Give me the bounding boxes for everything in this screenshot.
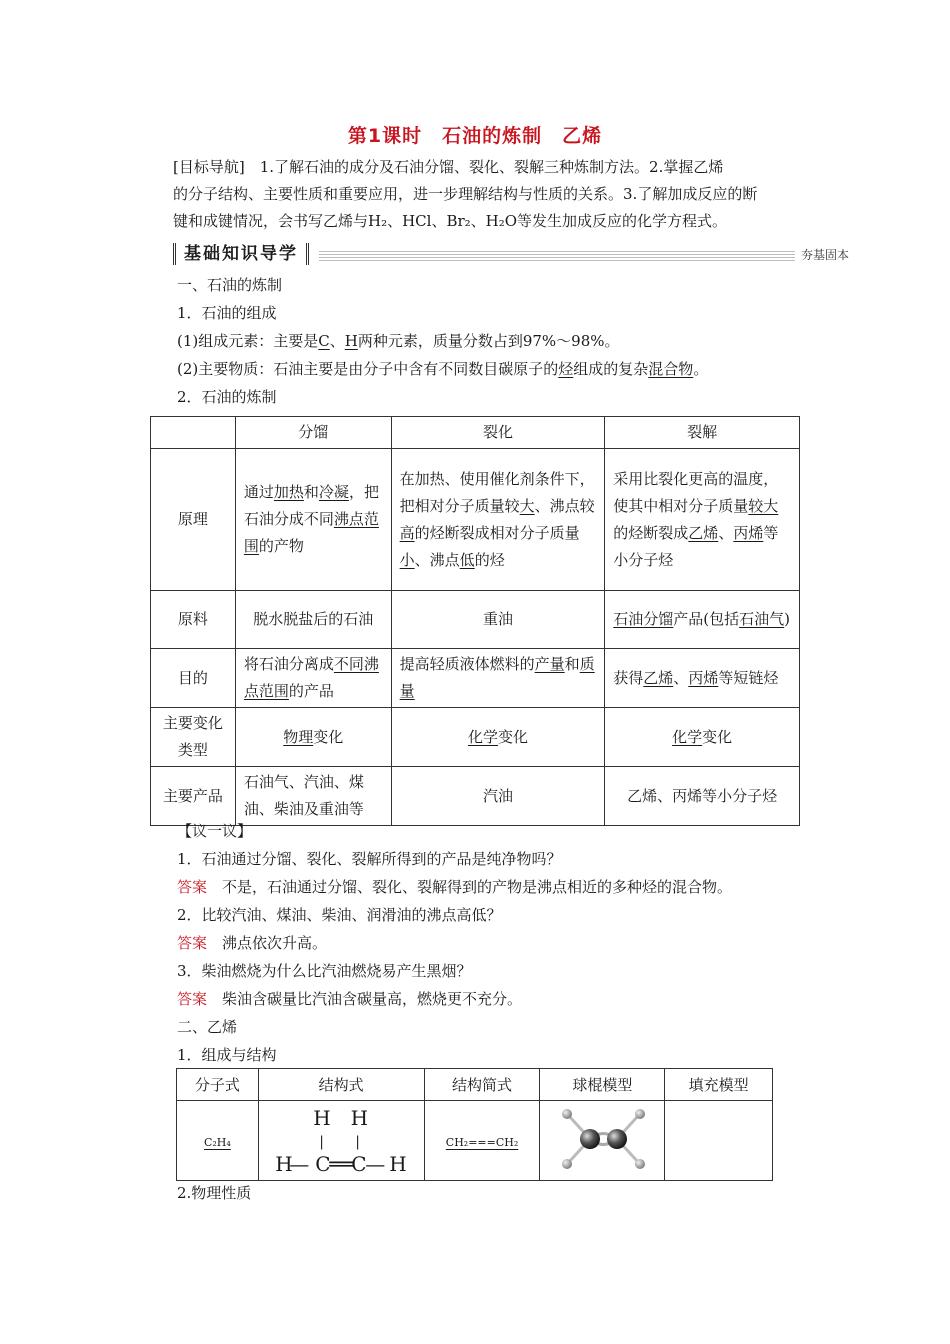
part2-heading: 二、乙烯 xyxy=(177,1018,238,1036)
composition-substance: (2)主要物质：石油主要是由分子中含有不同数目碳原子的烃组成的复杂混合物。 xyxy=(177,360,709,378)
section-bar-tag: 夯基固本 xyxy=(795,246,849,263)
material-deep-cracking: 石油分馏产品(包括石油气) xyxy=(605,591,800,649)
table-row xyxy=(177,1101,773,1181)
section-bar-title: 基础知识导学 xyxy=(173,243,309,265)
question-2: 2．比较汽油、煤油、柴油、润滑油的沸点高低？ xyxy=(177,906,502,924)
structural-formula: H H | | H — C ══ C — H xyxy=(258,1101,424,1181)
table-row: 分子式 结构式 结构简式 球棍模型 填充模型 xyxy=(177,1069,773,1101)
answer-3: 答案 柴油含碳量比汽油含碳量高，燃烧更不充分。 xyxy=(177,990,523,1008)
part1-heading: 一、石油的炼制 xyxy=(177,276,283,294)
simplified-formula: CH₂===CH₂ xyxy=(445,1135,519,1149)
purpose-cracking: 提高轻质液体燃料的产量和质量 xyxy=(391,649,605,708)
principle-cracking: 在加热、使用催化剂条件下，把相对分子质量较大、沸点较高的烃断裂成相对分子质量小、沸点低的烃 xyxy=(391,449,605,591)
part1-sub1: 1．石油的组成 xyxy=(177,304,277,322)
molecular-formula: C₂H₄ xyxy=(203,1135,231,1149)
part1-sub2: 2．石油的炼制 xyxy=(177,388,277,406)
table-row: 主要变化类型 物理变化 化学变化 化学变化 xyxy=(151,708,800,767)
space-filling-model xyxy=(665,1101,773,1181)
table-row: 原理 通过加热和冷凝，把石油分成不同沸点范围的产物 在加热、使用催化剂条件下，把相对分子质量较大、沸点较高的烃断裂成相对分子质量小、沸点低的烃 采用比裂化更高的温度，使其中相对分子质量较大的烃断裂成乙烯、丙烯等小分子烃 xyxy=(151,449,800,591)
ethylene-structure-table xyxy=(176,1068,773,1181)
purpose-deep-cracking: 获得乙烯、丙烯等短链烃 xyxy=(605,649,800,708)
principle-fractionation: 通过加热和冷凝，把石油分成不同沸点范围的产物 xyxy=(235,449,391,591)
objectives-line-3: 键和成键情况，会书写乙烯与H₂、HCl、Br₂、H₂O等发生加成反应的化学方程式。 xyxy=(173,212,728,230)
question-1: 1．石油通过分馏、裂化、裂解所得到的产品是纯净物吗？ xyxy=(177,850,562,868)
table-row: 原料 脱水脱盐后的石油 重油 石油分馏产品(包括石油气) xyxy=(151,591,800,649)
table-row: 分馏 裂化 裂解 xyxy=(151,417,800,449)
purpose-fractionation: 将石油分离成不同沸点范围的产品 xyxy=(235,649,391,708)
discuss-heading: 【议一议】 xyxy=(177,822,253,840)
section-bar xyxy=(173,243,849,265)
section-bar-rule xyxy=(319,251,849,261)
table-row: 主要产品 石油气、汽油、煤油、柴油及重油等 汽油 乙烯、丙烯等小分子烃 xyxy=(151,767,800,826)
answer-2: 答案 沸点依次升高。 xyxy=(177,934,328,952)
answer-1: 答案 不是，石油通过分馏、裂化、裂解得到的产物是沸点相近的多种烃的混合物。 xyxy=(177,878,733,896)
learning-objectives xyxy=(173,154,783,235)
part2-sub2: 2.物理性质 xyxy=(177,1184,252,1202)
ball-stick-model xyxy=(547,1104,657,1174)
principle-deep-cracking: 采用比裂化更高的温度，使其中相对分子质量较大的烃断裂成乙烯、丙烯等小分子烃 xyxy=(605,449,800,591)
objectives-line-1: [目标导航] 1.了解石油的成分及石油分馏、裂化、裂解三种炼制方法。2.掌握乙烯 xyxy=(173,158,724,176)
question-3: 3．柴油燃烧为什么比汽油燃烧易产生黑烟？ xyxy=(177,962,472,980)
composition-elements: (1)组成元素：主要是C、H两种元素，质量分数占到97%～98%。 xyxy=(177,332,620,350)
objectives-line-2: 的分子结构、主要性质和重要应用，进一步理解结构与性质的关系。3.了解加成反应的断 xyxy=(173,185,758,203)
refining-table xyxy=(150,416,800,826)
table-row: 目的 将石油分离成不同沸点范围的产品 提高轻质液体燃料的产量和质量 获得乙烯、丙烯等短链烃 xyxy=(151,649,800,708)
page-title: 第1课时 石油的炼制 乙烯 xyxy=(347,125,603,147)
objectives-label: [目标导航] xyxy=(173,158,245,176)
part2-sub1: 1．组成与结构 xyxy=(177,1046,277,1064)
